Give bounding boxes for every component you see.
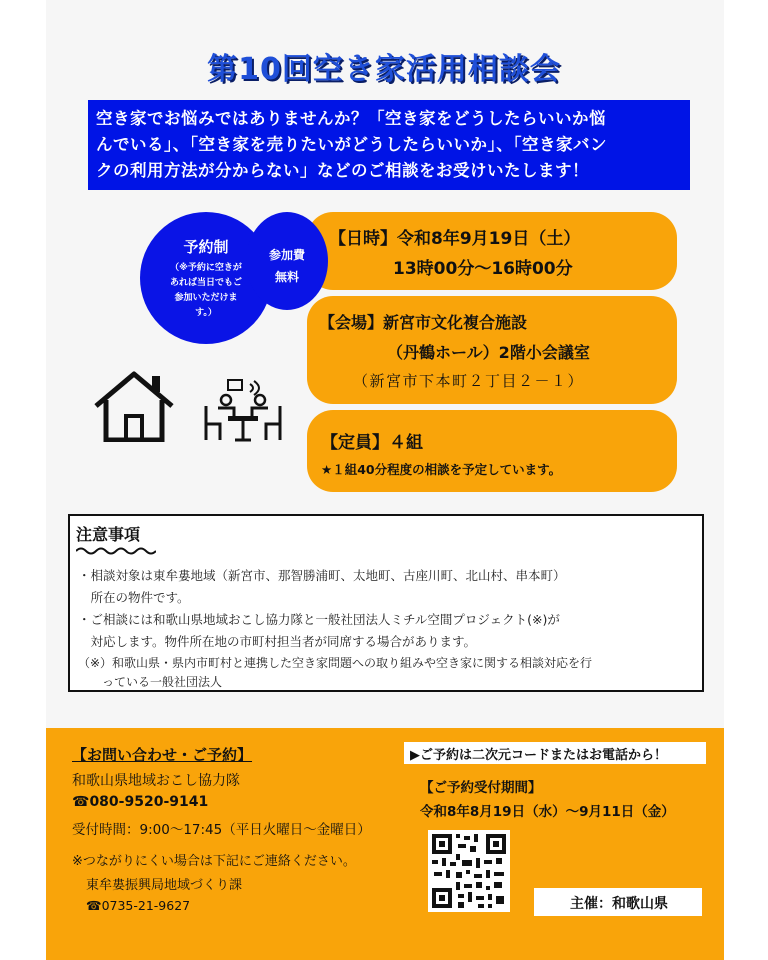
alt-contact-note: ※つながりにくい場合は下記にご連絡ください。 <box>72 854 356 869</box>
fee-value: 無料 <box>274 270 299 284</box>
notice-line: 対応します。物件所在地の市町村担当者が同席する場合があります。 <box>78 634 477 649</box>
contact-hours: 受付時間：9:00～17:45（平日火曜日～金曜日） <box>72 822 371 838</box>
fee-label: 参加費 <box>268 248 305 262</box>
datetime-panel <box>307 212 677 290</box>
qr-code[interactable] <box>428 830 510 912</box>
fee-badge <box>246 212 328 310</box>
capacity-label: 【定員】４組 <box>321 433 423 453</box>
contact-phone[interactable]: ☎080-9520-9141 <box>72 794 209 810</box>
house-icon <box>92 370 176 442</box>
intro-line: 空き家でお悩みではありませんか？「空き家をどうしたらいいか悩 <box>96 109 606 128</box>
notice-line: ・相談対象は東牟婁地域（新宮市、那智勝浦町、太地町、古座川町、北山村、串本町） <box>78 568 566 583</box>
reservation-note <box>154 261 258 321</box>
reservation-banner <box>404 742 706 764</box>
intro-line: んでいる」、「空き家を売りたいがどうしたらいいか」、「空き家バン <box>96 135 607 154</box>
wave-underline-icon <box>76 546 156 556</box>
reservation-note-line: あれば当日でもご <box>169 278 242 288</box>
venue-line: （丹鶴ホール）2階小会議室 <box>387 343 590 362</box>
alt-contact-org: 東牟婁振興局地域づくり課 <box>86 878 243 893</box>
sponsor-box <box>534 888 702 916</box>
venue-panel <box>307 296 677 404</box>
period-dates: 令和8年8月19日（水）～9月11日（金） <box>420 804 675 820</box>
notice-line: 所在の物件です。 <box>78 590 190 605</box>
notice-box <box>68 514 704 692</box>
notice-title: 注意事項 <box>76 525 141 544</box>
contact-heading: 【お問い合わせ・ご予約】 <box>72 746 253 764</box>
capacity-note: ★１組40分程度の相談を予定しています。 <box>321 462 562 477</box>
contact-footer <box>46 728 724 960</box>
notice-line: っている一般社団法人 <box>78 675 223 689</box>
page-title: 第10回空き家活用相談会 <box>207 52 561 87</box>
datetime-label: 【日時】令和8年9月19日（土） <box>329 229 581 249</box>
reservation-banner-text: ▶ご予約は二次元コードまたはお電話から！ <box>410 748 667 763</box>
intro-line: クの利用方法が分からない」などのご相談をお受けいたします！ <box>96 161 589 180</box>
venue-address: （新宮市下本町２丁目２－１） <box>353 372 585 390</box>
datetime-time: 13時00分～16時00分 <box>393 259 573 279</box>
venue-line: 【会場】新宮市文化複合施設 <box>319 313 528 332</box>
reservation-note-line: 参加いただけま <box>174 293 238 303</box>
capacity-panel <box>307 410 677 492</box>
reservation-heading: 予約制 <box>183 238 229 256</box>
meeting-icon <box>200 378 286 442</box>
reservation-note-line: （※予約に空きが <box>170 263 242 273</box>
period-label: 【ご予約受付期間】 <box>420 780 542 796</box>
contact-org: 和歌山県地域おこし協力隊 <box>72 773 240 789</box>
sponsor-text: 主催：和歌山県 <box>570 896 668 912</box>
intro-box <box>88 100 690 190</box>
reservation-note-line: す。） <box>195 308 217 318</box>
notice-line: ・ご相談には和歌山県地域おこし協力隊と一般社団法人ミチル空間プロジェクト(※)が <box>78 612 560 627</box>
alt-contact-phone[interactable]: ☎0735-21-9627 <box>86 898 191 913</box>
notice-line: （※）和歌山県・県内市町村と連携した空き家問題への取り組みや空き家に関する相談対応を行 <box>78 656 593 670</box>
